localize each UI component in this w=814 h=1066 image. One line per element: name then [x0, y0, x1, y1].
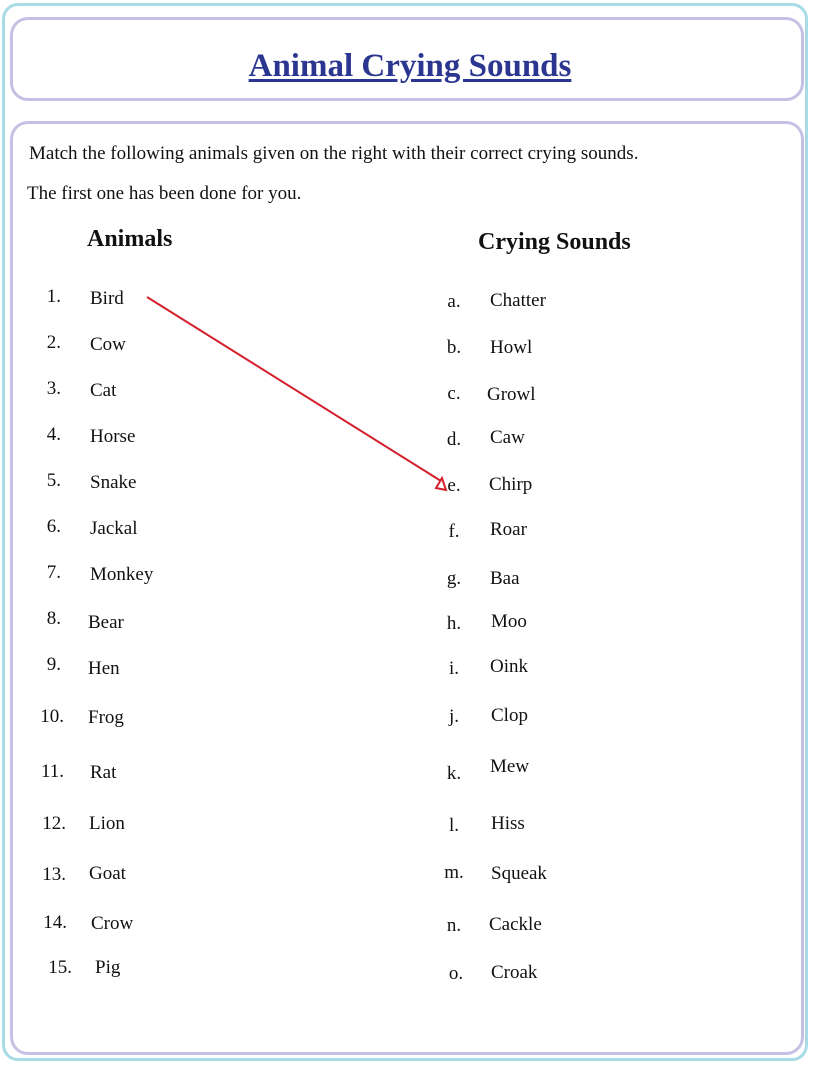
instruction-line-2: The first one has been done for you.: [27, 183, 302, 204]
sound-letter: d.: [446, 429, 462, 450]
sound-item: Hiss: [491, 813, 525, 834]
sound-letter: k.: [446, 763, 462, 784]
animal-number: 9.: [46, 654, 61, 675]
sounds-column-header: Crying Sounds: [478, 229, 631, 255]
animal-number: 3.: [46, 378, 61, 399]
animal-number: 12.: [42, 813, 66, 834]
sound-letter: o.: [448, 963, 464, 984]
sound-letter: l.: [448, 815, 460, 836]
animal-item: Monkey: [90, 564, 154, 585]
animal-item: Frog: [88, 707, 124, 728]
sound-item: Baa: [490, 568, 520, 589]
sound-letter: m.: [444, 862, 464, 883]
sound-letter: c.: [447, 383, 461, 404]
animal-item: Bird: [90, 288, 124, 309]
sound-item: Croak: [491, 962, 538, 983]
animal-number: 11.: [40, 761, 64, 782]
animal-item: Cow: [90, 334, 126, 355]
animal-number: 4.: [46, 424, 61, 445]
sound-letter: h.: [446, 613, 462, 634]
sound-item: Squeak: [491, 863, 547, 884]
animal-item: Rat: [90, 762, 117, 783]
animals-column-header: Animals: [87, 226, 173, 252]
title-panel: [10, 17, 804, 101]
sound-item: Mew: [490, 756, 530, 777]
animal-item: Bear: [88, 612, 124, 633]
page-title: Animal Crying Sounds: [248, 48, 572, 84]
animal-number: 2.: [46, 332, 61, 353]
animal-number: 15.: [48, 957, 72, 978]
sound-item: Cackle: [489, 914, 542, 935]
sound-item: Roar: [490, 519, 527, 540]
animal-item: Jackal: [90, 518, 138, 539]
sound-item: Clop: [491, 705, 528, 726]
animal-item: Horse: [90, 426, 136, 447]
sound-item: Chatter: [490, 290, 546, 311]
sound-letter: j.: [448, 706, 460, 727]
animal-number: 14.: [43, 912, 67, 933]
sound-item: Growl: [487, 384, 536, 405]
animal-item: Goat: [89, 863, 126, 884]
animal-number: 8.: [46, 608, 61, 629]
animal-item: Pig: [95, 957, 121, 978]
sound-letter: g.: [446, 568, 462, 589]
sound-item: Howl: [490, 337, 533, 358]
animal-number: 6.: [46, 516, 61, 537]
sound-letter: i.: [448, 658, 460, 679]
sound-item: Oink: [490, 656, 528, 677]
animal-item: Crow: [91, 913, 134, 934]
sound-letter: a.: [447, 291, 461, 312]
animal-item: Snake: [90, 472, 137, 493]
animal-number: 10.: [40, 706, 64, 727]
animal-item: Lion: [89, 813, 125, 834]
sound-item: Chirp: [489, 474, 533, 495]
animal-number: 1.: [46, 286, 61, 307]
instruction-line-1: Match the following animals given on the right with their correct crying sounds.: [29, 143, 639, 164]
animal-item: Hen: [88, 658, 120, 679]
sound-item: Caw: [490, 427, 525, 448]
animal-item: Cat: [90, 380, 117, 401]
animal-number: 5.: [46, 470, 61, 491]
animal-number: 7.: [46, 562, 61, 583]
sound-letter: n.: [446, 915, 462, 936]
sound-letter: b.: [446, 337, 462, 358]
sound-item: Moo: [491, 611, 527, 632]
sound-letter: f.: [448, 521, 460, 542]
animal-number: 13.: [42, 864, 66, 885]
sound-letter: e.: [447, 475, 461, 496]
